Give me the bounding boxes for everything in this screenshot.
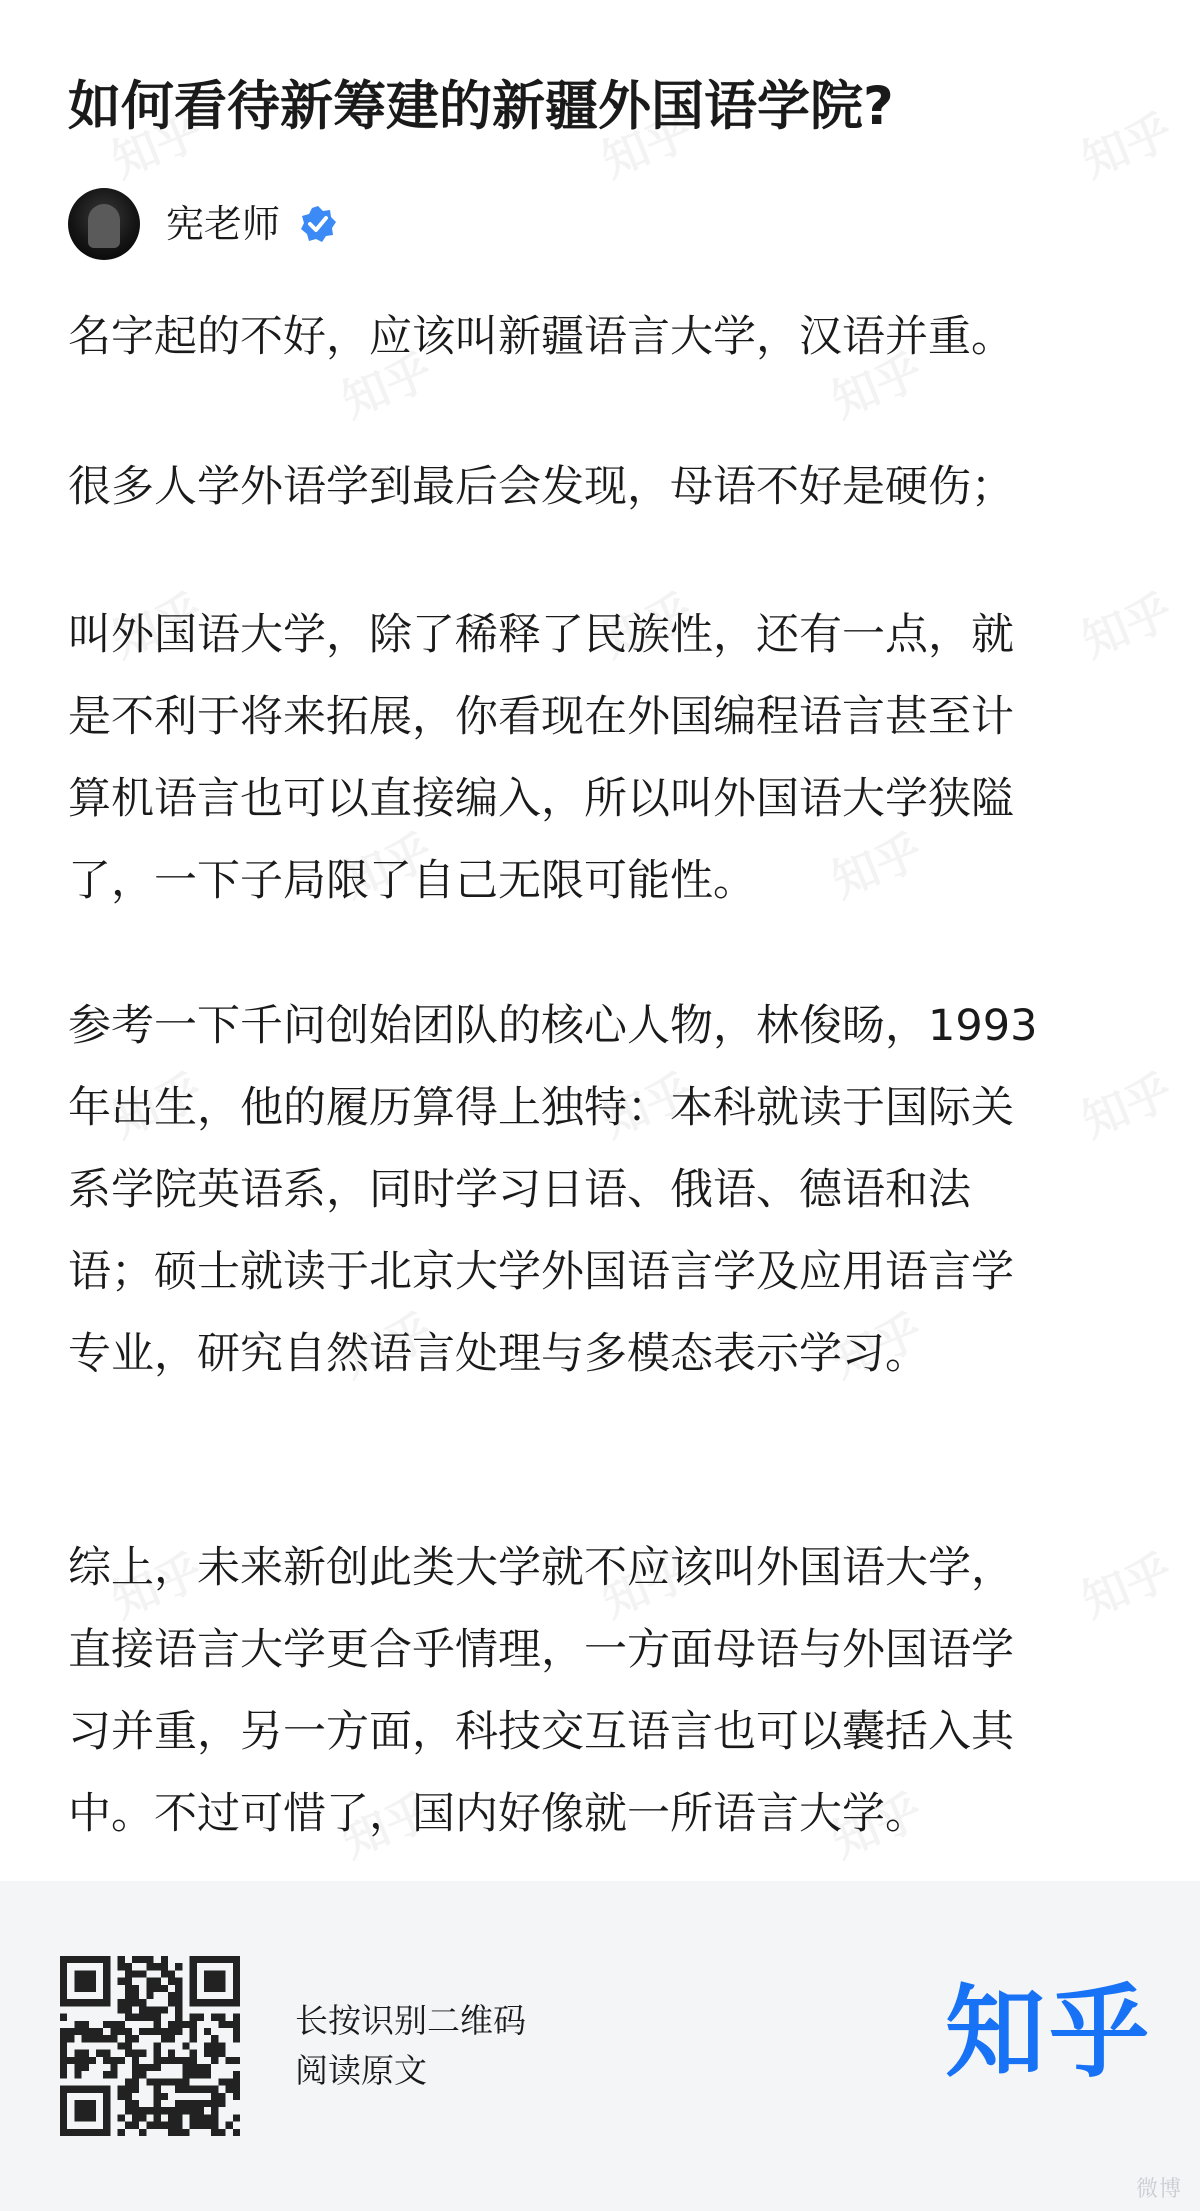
answer-line: 算机语言也可以直接编入，所以叫外国语大学狭隘 (68, 774, 1014, 824)
answer-line: 中。不过可惜了，国内好像就一所语言大学。 (68, 1789, 928, 1839)
answer-line: 名字起的不好，应该叫新疆语言大学，汉语并重。 (68, 312, 1014, 362)
answer-line: 系学院英语系，同时学习日语、俄语、德语和法 (68, 1165, 971, 1215)
watermark-text (1071, 1535, 1181, 1631)
question-title[interactable]: 如何看待新筹建的新疆外国语学院? (68, 76, 894, 137)
zhihu-logo: 知乎 (945, 1974, 1153, 2091)
watermark-text (1071, 95, 1181, 191)
author-row[interactable] (68, 188, 338, 260)
answer-line: 是不利于将来拓展，你看现在外国编程语言甚至计 (68, 692, 1014, 742)
answer-line: 年出生，他的履历算得上独特：本科就读于国际关 (68, 1083, 1014, 1133)
answer-paragraph-4 (68, 985, 1037, 1395)
qr-code-icon[interactable] (60, 1956, 240, 2136)
answer-line: 专业，研究自然语言处理与多模态表示学习。 (68, 1329, 928, 1379)
answer-line: 很多人学外语学到最后会发现，母语不好是硬伤； (68, 462, 1014, 512)
verified-check-icon (298, 204, 338, 244)
answer-paragraph-2 (68, 446, 1014, 528)
answer-line: 参考一下千问创始团队的核心人物，林俊旸，1993 (68, 1001, 1038, 1051)
weibo-watermark: 微博 (1135, 2177, 1182, 2202)
answer-line: 叫外国语大学，除了稀释了民族性，还有一点，就 (68, 610, 1014, 660)
watermark-text (1071, 575, 1181, 671)
avatar[interactable] (68, 188, 140, 260)
answer-paragraph-3 (68, 594, 1014, 922)
answer-line: 直接语言大学更合乎情理，一方面母语与外国语学 (68, 1625, 1014, 1675)
watermark-text (1071, 1055, 1181, 1151)
answer-line: 语；硕士就读于北京大学外国语言学及应用语言学 (68, 1247, 1014, 1297)
answer-line: 综上，未来新创此类大学就不应该叫外国语大学， (68, 1543, 1014, 1593)
read-original-link[interactable]: 阅读原文 (295, 2051, 427, 2090)
footer-text (295, 1996, 526, 2096)
answer-paragraph-5 (68, 1527, 1014, 1855)
share-footer (0, 1881, 1200, 2211)
scan-hint: 长按识别二维码 (295, 2001, 526, 2040)
author-name[interactable]: 宪老师 (166, 202, 281, 246)
answer-line: 习并重，另一方面，科技交互语言也可以囊括入其 (68, 1707, 1014, 1757)
answer-paragraph-1 (68, 296, 1014, 378)
answer-line: 了，一下子局限了自己无限可能性。 (68, 856, 756, 906)
